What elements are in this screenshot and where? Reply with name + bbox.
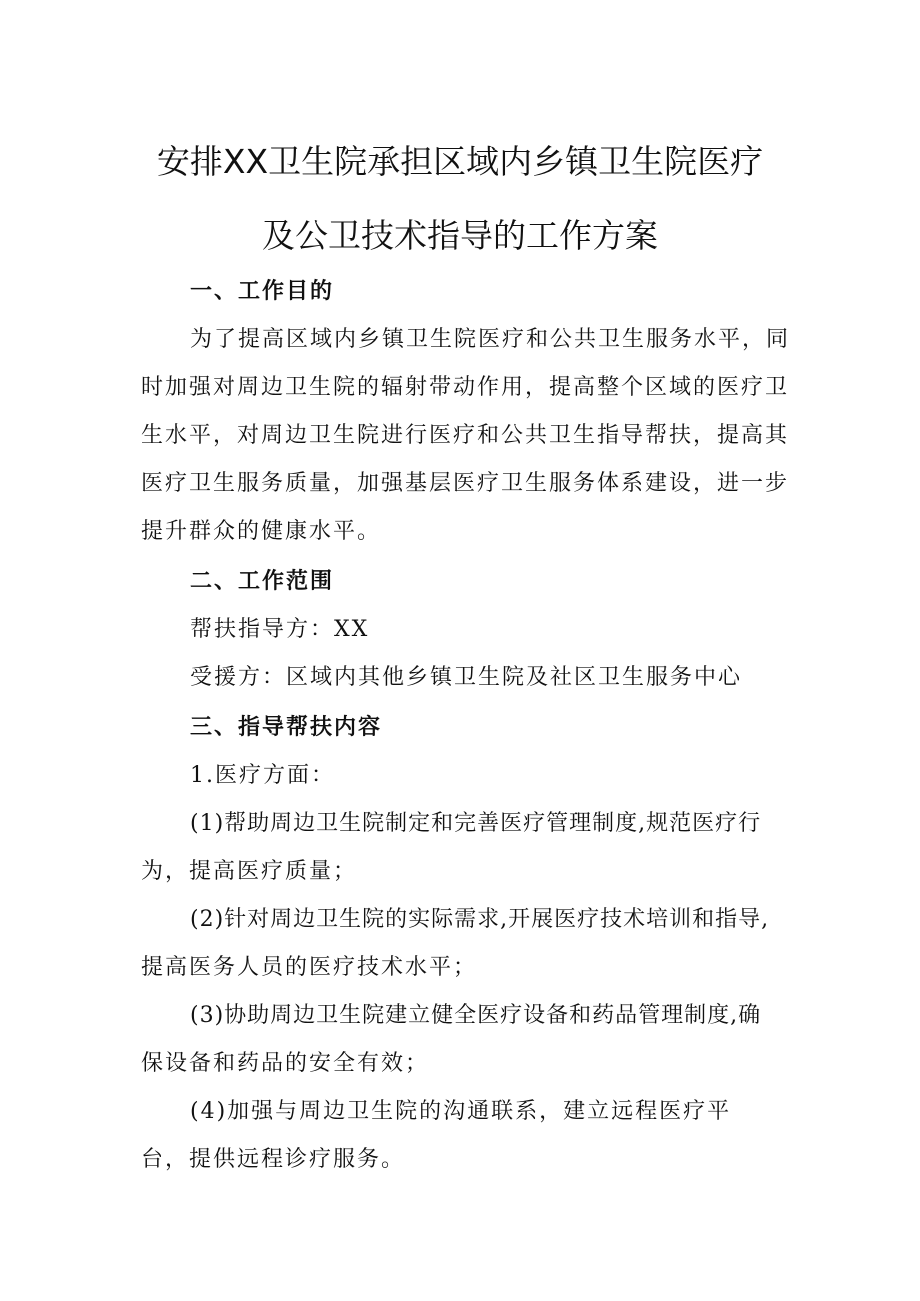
paragraph-line: 帮扶指导方：XX — [190, 617, 370, 642]
paragraph-line: 医疗卫生服务质量，加强基层医疗卫生服务体系建设，进一步 — [141, 471, 790, 496]
list-item-line: (3)协助周边卫生院建立健全医疗设备和药品管理制度,确 — [190, 1003, 762, 1028]
list-item-line: 为，提高医疗质量； — [141, 859, 358, 884]
paragraph-line: 时加强对周边卫生院的辐射带动作用，提高整个区域的医疗卫 — [141, 375, 790, 400]
list-item-line: 提高医务人员的医疗技术水平； — [141, 955, 478, 980]
list-item-line: (1)帮助周边卫生院制定和完善医疗管理制度,规范医疗行 — [190, 811, 762, 836]
section-heading-scope: 二、工作范围 — [190, 569, 335, 594]
paragraph-line: 提升群众的健康水平。 — [141, 519, 382, 544]
paragraph-line: 生水平，对周边卫生院进行医疗和公共卫生指导帮扶，提高其 — [141, 423, 790, 448]
section-heading-purpose: 一、工作目的 — [190, 279, 335, 304]
subsection-heading-medical: 1.医疗方面： — [190, 763, 335, 788]
paragraph-line: 为了提高区域内乡镇卫生院医疗和公共卫生服务水平，同 — [190, 327, 791, 352]
paragraph-line: 受援方：区域内其他乡镇卫生院及社区卫生服务中心 — [190, 665, 743, 690]
list-item-line: (4)加强与周边卫生院的沟通联系，建立远程医疗平 — [190, 1099, 732, 1124]
list-item-line: 台，提供远程诊疗服务。 — [141, 1147, 406, 1172]
document-title-line-1: 安排XX卫生院承担区域内乡镇卫生院医疗 — [156, 142, 764, 181]
list-item-line: 保设备和药品的安全有效； — [141, 1051, 430, 1076]
section-heading-content: 三、指导帮扶内容 — [190, 715, 383, 740]
document-title-line-2: 及公卫技术指导的工作方案 — [262, 216, 658, 255]
list-item-line: (2)针对周边卫生院的实际需求,开展医疗技术培训和指导, — [190, 907, 770, 932]
